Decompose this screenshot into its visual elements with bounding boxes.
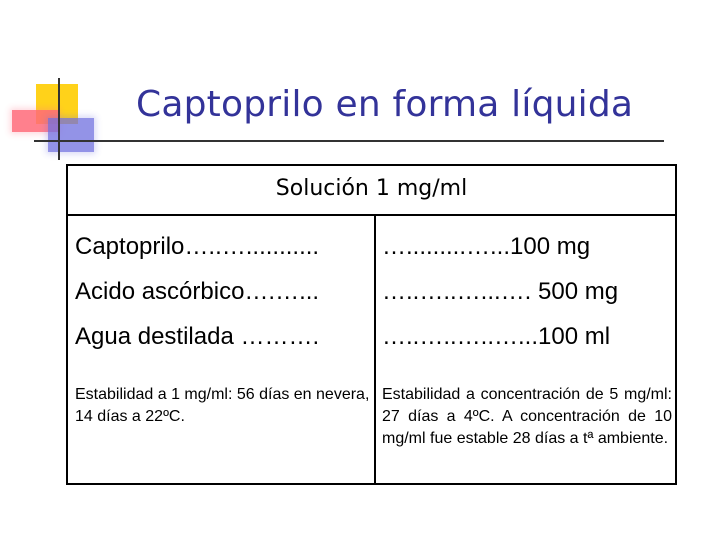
decorative-blue-block [48,118,94,152]
ingredient-amount: ….........…...100 mg [382,233,591,260]
ingredient-amount: …..…..…..…...100 ml [382,323,611,350]
ingredient-name: Agua destilada ………. [75,323,320,350]
ingredient-names [75,224,371,359]
ingredient-name: Captoprilo…..…........... [75,233,320,260]
formula-table [66,164,677,485]
ingredient-amount: …..…..…...…. 500 mg [382,278,619,305]
slide-title: Captoprilo en forma líquida [136,84,634,125]
ingredients-row [68,216,675,376]
table-heading: Solución 1 mg/ml [68,166,675,216]
title-underline [34,140,664,142]
ingredient-amounts [382,224,672,359]
stability-note-right: Estabilidad a concentración de 5 mg/ml: 27 días a 4ºC. A concentración de 10 mg/ml fue estable 28 días a tª ambiente. [382,386,672,447]
decorative-vertical-line [58,78,60,160]
ingredient-name: Acido ascórbico….…... [75,278,320,305]
stability-note-left: Estabilidad a 1 mg/ml: 56 días en nevera, 14 días a 22ºC. [75,386,370,425]
column-divider [374,216,376,483]
stability-row [68,376,675,483]
